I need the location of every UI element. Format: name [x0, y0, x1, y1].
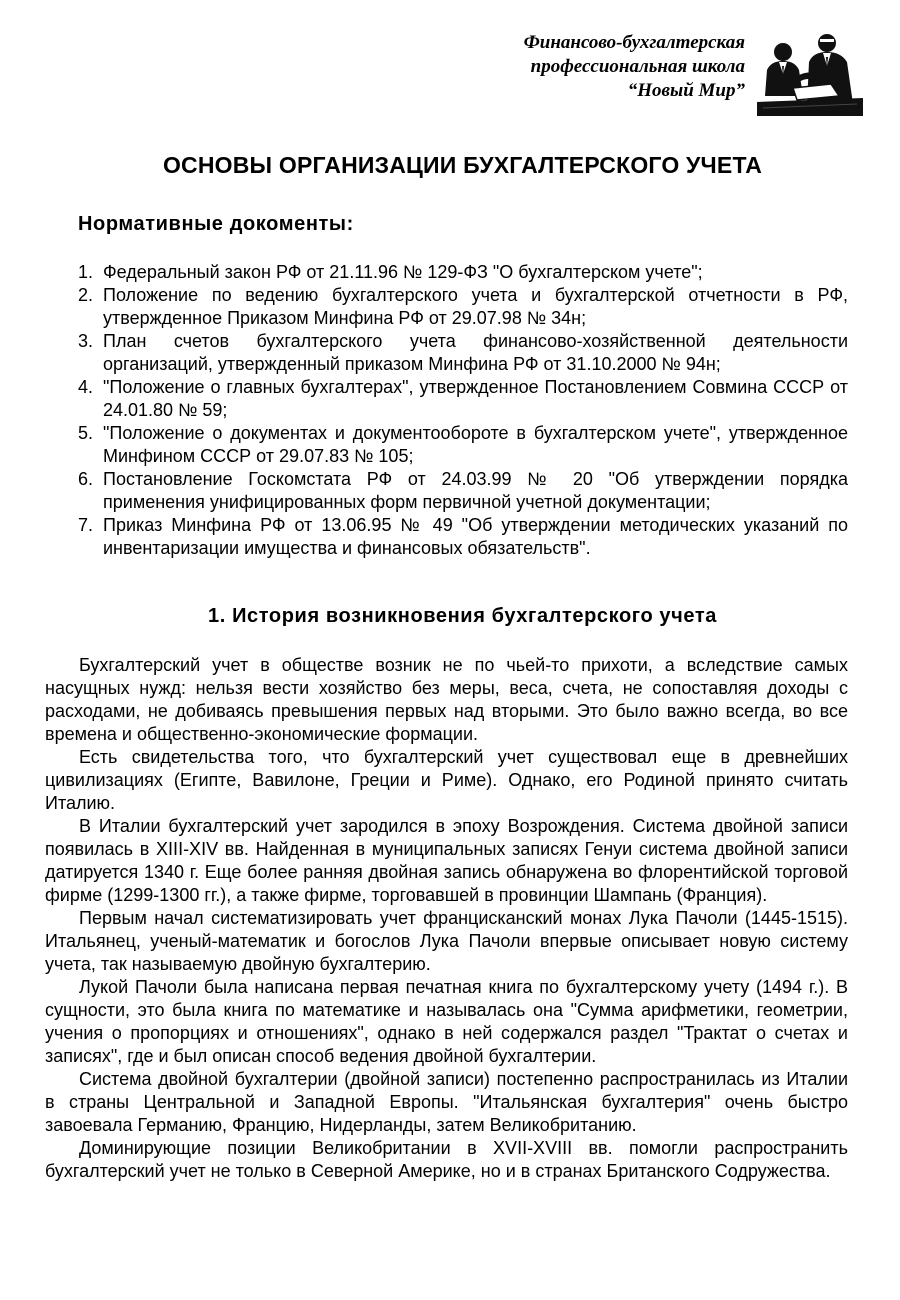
- normative-documents-list: [78, 261, 848, 560]
- school-name-line-2: профессиональная школа: [530, 56, 745, 77]
- school-name: [524, 31, 745, 103]
- paragraph: Лукой Пачоли была написана первая печатная книга по бухгалтерскому учету (1494 г.). В сущности, это была книга по математике и называлась она "Сумма арифметики, геометрии, учения о пропорциях и отношениях", однако в ней содержался раздел "Трактат о счетах и записях", где и был описан способ ведения двойной бухгалтерии.: [45, 977, 848, 1066]
- list-item: [78, 514, 848, 560]
- normative-documents-heading: Нормативные докоменты:: [78, 213, 354, 235]
- paragraph: Первым начал систематизировать учет францисканский монах Лука Пачоли (1445-1515). Итальянец, ученый-математик и богослов Лука Пачоли впервые описывает новую систему учета, так называемую двойную бухгалтерию.: [45, 908, 848, 974]
- list-item: [78, 422, 848, 468]
- list-item-number: 2.: [78, 285, 94, 305]
- businessmen-at-desk-icon: [757, 30, 863, 116]
- list-item: [78, 468, 848, 514]
- list-item-text: Постановление Госкомстата РФ от 24.03.99 № 20 "Об утверждении порядка применения унифицированных форм первичной учетной документации;: [103, 469, 848, 512]
- list-item: [78, 284, 848, 330]
- paragraph: Бухгалтерский учет в обществе возник не по чьей-то прихоти, а вследствие самых насущных нужд: нельзя вести хозяйство без меры, веса, счета, не сопоставляя доходы с расходами, не добиваясь превышения первых над вторыми. Это было важно всегда, во все времена и общественно-экономические формации.: [45, 655, 848, 744]
- list-item-number: 1.: [78, 262, 94, 282]
- list-item-number: 5.: [78, 423, 94, 443]
- paragraph: В Италии бухгалтерский учет зародился в эпоху Возрождения. Система двойной записи появилась в XIII-XIV вв. Найденная в муниципальных записях Генуи система двойной записи датируется 1340 г. Еще более ранняя двойная запись обнаружена во флорентийской торговой фирме (1299-1300 гг.), а также фирме, торговавшей в провинции Шампань (Франция).: [45, 816, 848, 905]
- paragraph: Доминирующие позиции Великобритании в XVII-XVIII вв. помогли распространить бухгалтерский учет не только в Северной Америке, но и в странах Британского Содружества.: [45, 1138, 848, 1181]
- list-item-text: Положение по ведению бухгалтерского учета и бухгалтерской отчетности в РФ, утвержденное Приказом Минфина РФ от 29.07.98 № 34н;: [103, 285, 848, 328]
- paragraph: Есть свидетельства того, что бухгалтерский учет существовал еще в древнейших цивилизациях (Египте, Вавилоне, Греции и Риме). Однако, его Родиной принято считать Италию.: [45, 747, 848, 813]
- list-item: [78, 330, 848, 376]
- list-item-number: 3.: [78, 331, 94, 351]
- list-item-number: 4.: [78, 377, 94, 397]
- list-item-number: 7.: [78, 515, 94, 535]
- list-item-text: Приказ Минфина РФ от 13.06.95 № 49 "Об утверждении методических указаний по инвентаризации имущества и финансовых обязательств".: [103, 515, 848, 558]
- list-item-number: 6.: [78, 469, 94, 489]
- list-item-text: "Положение о документах и документообороте в бухгалтерском учете", утвержденное Минфином СССР от 29.07.83 № 105;: [103, 423, 848, 466]
- page-header: [0, 28, 900, 118]
- list-item-text: План счетов бухгалтерского учета финансово-хозяйственной деятельности организаций, утвержденный приказом Минфина РФ от 31.10.2000 № 94н;: [103, 331, 848, 374]
- list-item: [78, 376, 848, 422]
- school-name-line-3: “Новый Мир”: [627, 80, 745, 101]
- list-item-text: Федеральный закон РФ от 21.11.96 № 129-ФЗ "О бухгалтерском учете";: [103, 262, 703, 282]
- school-name-line-1: Финансово-бухгалтерская: [523, 32, 745, 53]
- paragraph: Система двойной бухгалтерии (двойной записи) постепенно распространилась из Италии в страны Центральной и Западной Европы. "Итальянская бухгалтерия" очень быстро завоевала Германию, Францию, Нидерланды, затем Великобританию.: [45, 1069, 848, 1135]
- list-item-text: "Положение о главных бухгалтерах", утвержденное Постановлением Совмина СССР от 24.01.80 № 59;: [103, 377, 848, 420]
- chapter-heading: 1. История возникновения бухгалтерского учета: [208, 605, 717, 627]
- list-item: [78, 261, 848, 284]
- document-title: ОСНОВЫ ОРГАНИЗАЦИИ БУХГАЛТЕРСКОГО УЧЕТА: [162, 152, 763, 178]
- chapter-body: [45, 654, 848, 1183]
